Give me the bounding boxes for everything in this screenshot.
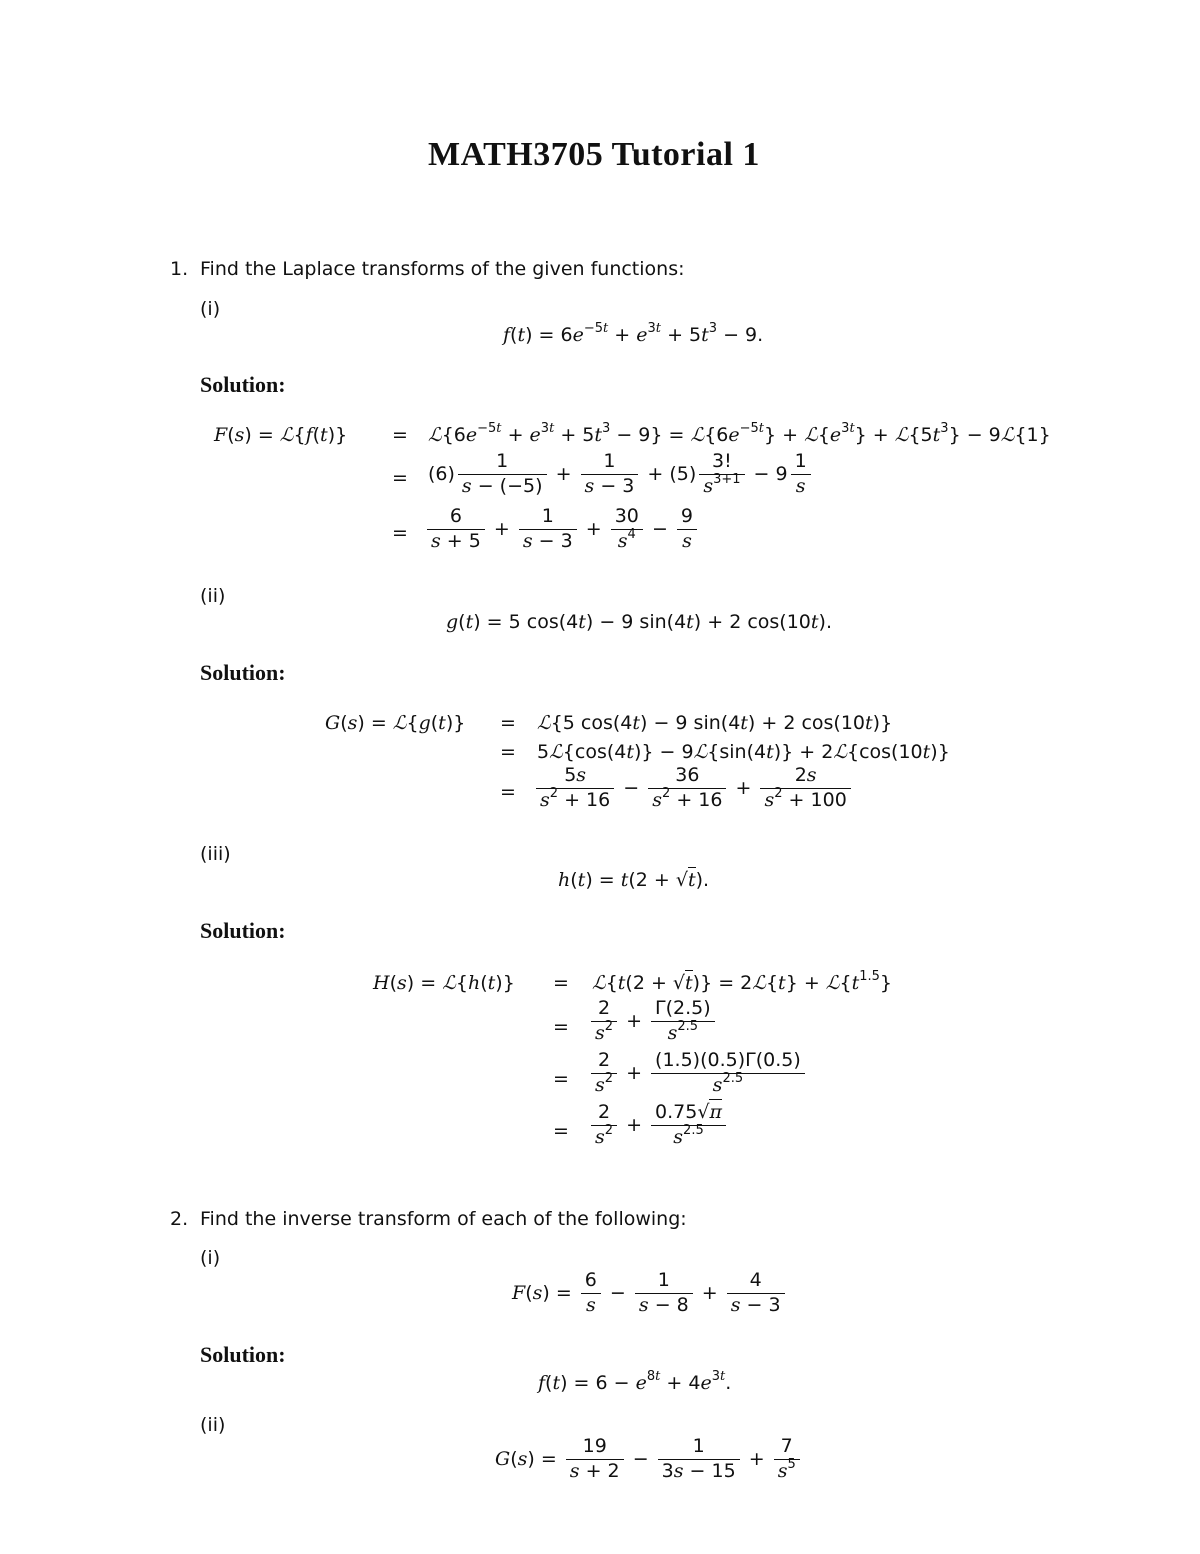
equals-sign: = (392, 467, 408, 489)
equation-g-of-t: g(t) = 5 cos(4t) − 9 sin(4t) + 2 cos(10t). (446, 611, 832, 633)
equation-2i-F-of-s: F(s) = $\frac{6}{s}$ − $\frac{1}{s - 8}$ + $\frac{4}{s - 3}$ (512, 1269, 788, 1318)
solution-label-1iii: Solution: (200, 918, 286, 943)
equals-sign: = (553, 1068, 569, 1090)
page-title: MATH3705 Tutorial 1 (428, 136, 760, 173)
part-2-ii-label: (ii) (200, 1414, 226, 1436)
equals-sign: = (500, 741, 516, 763)
equals-sign: = (500, 712, 516, 734)
question-1-number: 1. (170, 258, 189, 280)
solution-1ii-line-1: ℒ{5 cos(4t) − 9 sin(4t) + 2 cos(10t)} (537, 712, 893, 734)
solution-1iii-line-2: $\frac{2}{s^2}$ + $\frac{\Gamma(2.5)}{s^{2.5}}$ (588, 997, 718, 1046)
solution-1iii-lhs: H(s) = ℒ{h(t)} (373, 972, 515, 994)
solution-1ii-lhs: G(s) = ℒ{g(t)} (325, 712, 466, 734)
solution-1i-line-2: (6) $\frac{1}{s - (-5)}$ + $\frac{1}{s - 3}$ + (5) $\frac{3!}{s^{3+1}}$ − 9 $\frac{1}{s}$ (428, 450, 814, 499)
solution-1iii-line-4: $\frac{2}{s^2}$ + $\frac{0.75√\pi}{s^{2.5}}$ (588, 1101, 729, 1150)
part-1-i-label: (i) (200, 298, 221, 320)
equals-sign: = (392, 424, 408, 446)
equals-sign: = (500, 781, 516, 803)
part-2-i-label: (i) (200, 1247, 221, 1269)
solution-1i-line-3: $\frac{6}{s + 5}$ + $\frac{1}{s - 3}$ + $\frac{30}{s^4}$ − $\frac{9}{s}$ (424, 505, 700, 554)
solution-1iii-line-1: ℒ{t(2 + √t)} = 2ℒ{t} + $ℒ\{t^{1.5}\}$ (592, 969, 892, 994)
equation-f-of-t: $f(t) = 6e^{-5t} + e^{3t} + 5t^3 - 9$. (503, 321, 764, 346)
equation-2ii-G-of-s: G(s) = $\frac{19}{s + 2}$ − $\frac{1}{3s - 15}$ + $\frac{7}{s^5}$ (495, 1435, 803, 1484)
part-1-ii-label: (ii) (200, 585, 226, 607)
solution-label-1i: Solution: (200, 372, 286, 397)
equation-h-of-t: h(t) = t(2 + √t). (558, 869, 710, 891)
part-1-iii-label: (iii) (200, 843, 231, 865)
solution-label-1ii: Solution: (200, 660, 286, 685)
solution-1iii-line-3: $\frac{2}{s^2}$ + $\frac{(1.5)(0.5)\Gamma(0.5)}{s^{2.5}}$ (588, 1049, 808, 1098)
question-2-prompt: Find the inverse transform of each of the following: (200, 1208, 687, 1230)
solution-2i-answer: $f(t) = 6 - e^{8t} + 4e^{3t}$. (538, 1369, 732, 1394)
equals-sign: = (553, 1016, 569, 1038)
solution-1ii-line-3: $\frac{5s}{s^2 + 16}$ − $\frac{36}{s^2 + 16}$ + $\frac{2s}{s^2 + 100}$ (533, 764, 854, 813)
equals-sign: = (392, 522, 408, 544)
solution-1i-lhs: F(s) = ℒ{f(t)} (214, 424, 348, 446)
equals-sign: = (553, 972, 569, 994)
solution-1i-line-1: $ℒ\{6e^{-5t} + e^{3t} + 5t^3 - 9\}$ = $ℒ\{6e^{-5t}\}$ + $ℒ\{e^{3t}\}$ + $ℒ\{5t^3\}$ − 9ℒ{1} (428, 421, 1051, 446)
solution-1ii-line-2: 5ℒ{cos(4t)} − 9ℒ{sin(4t)} + 2ℒ{cos(10t)} (537, 741, 950, 763)
question-1-prompt: Find the Laplace transforms of the given functions: (200, 258, 685, 280)
solution-label-2i: Solution: (200, 1342, 286, 1367)
equals-sign: = (553, 1120, 569, 1142)
question-2-number: 2. (170, 1208, 189, 1230)
